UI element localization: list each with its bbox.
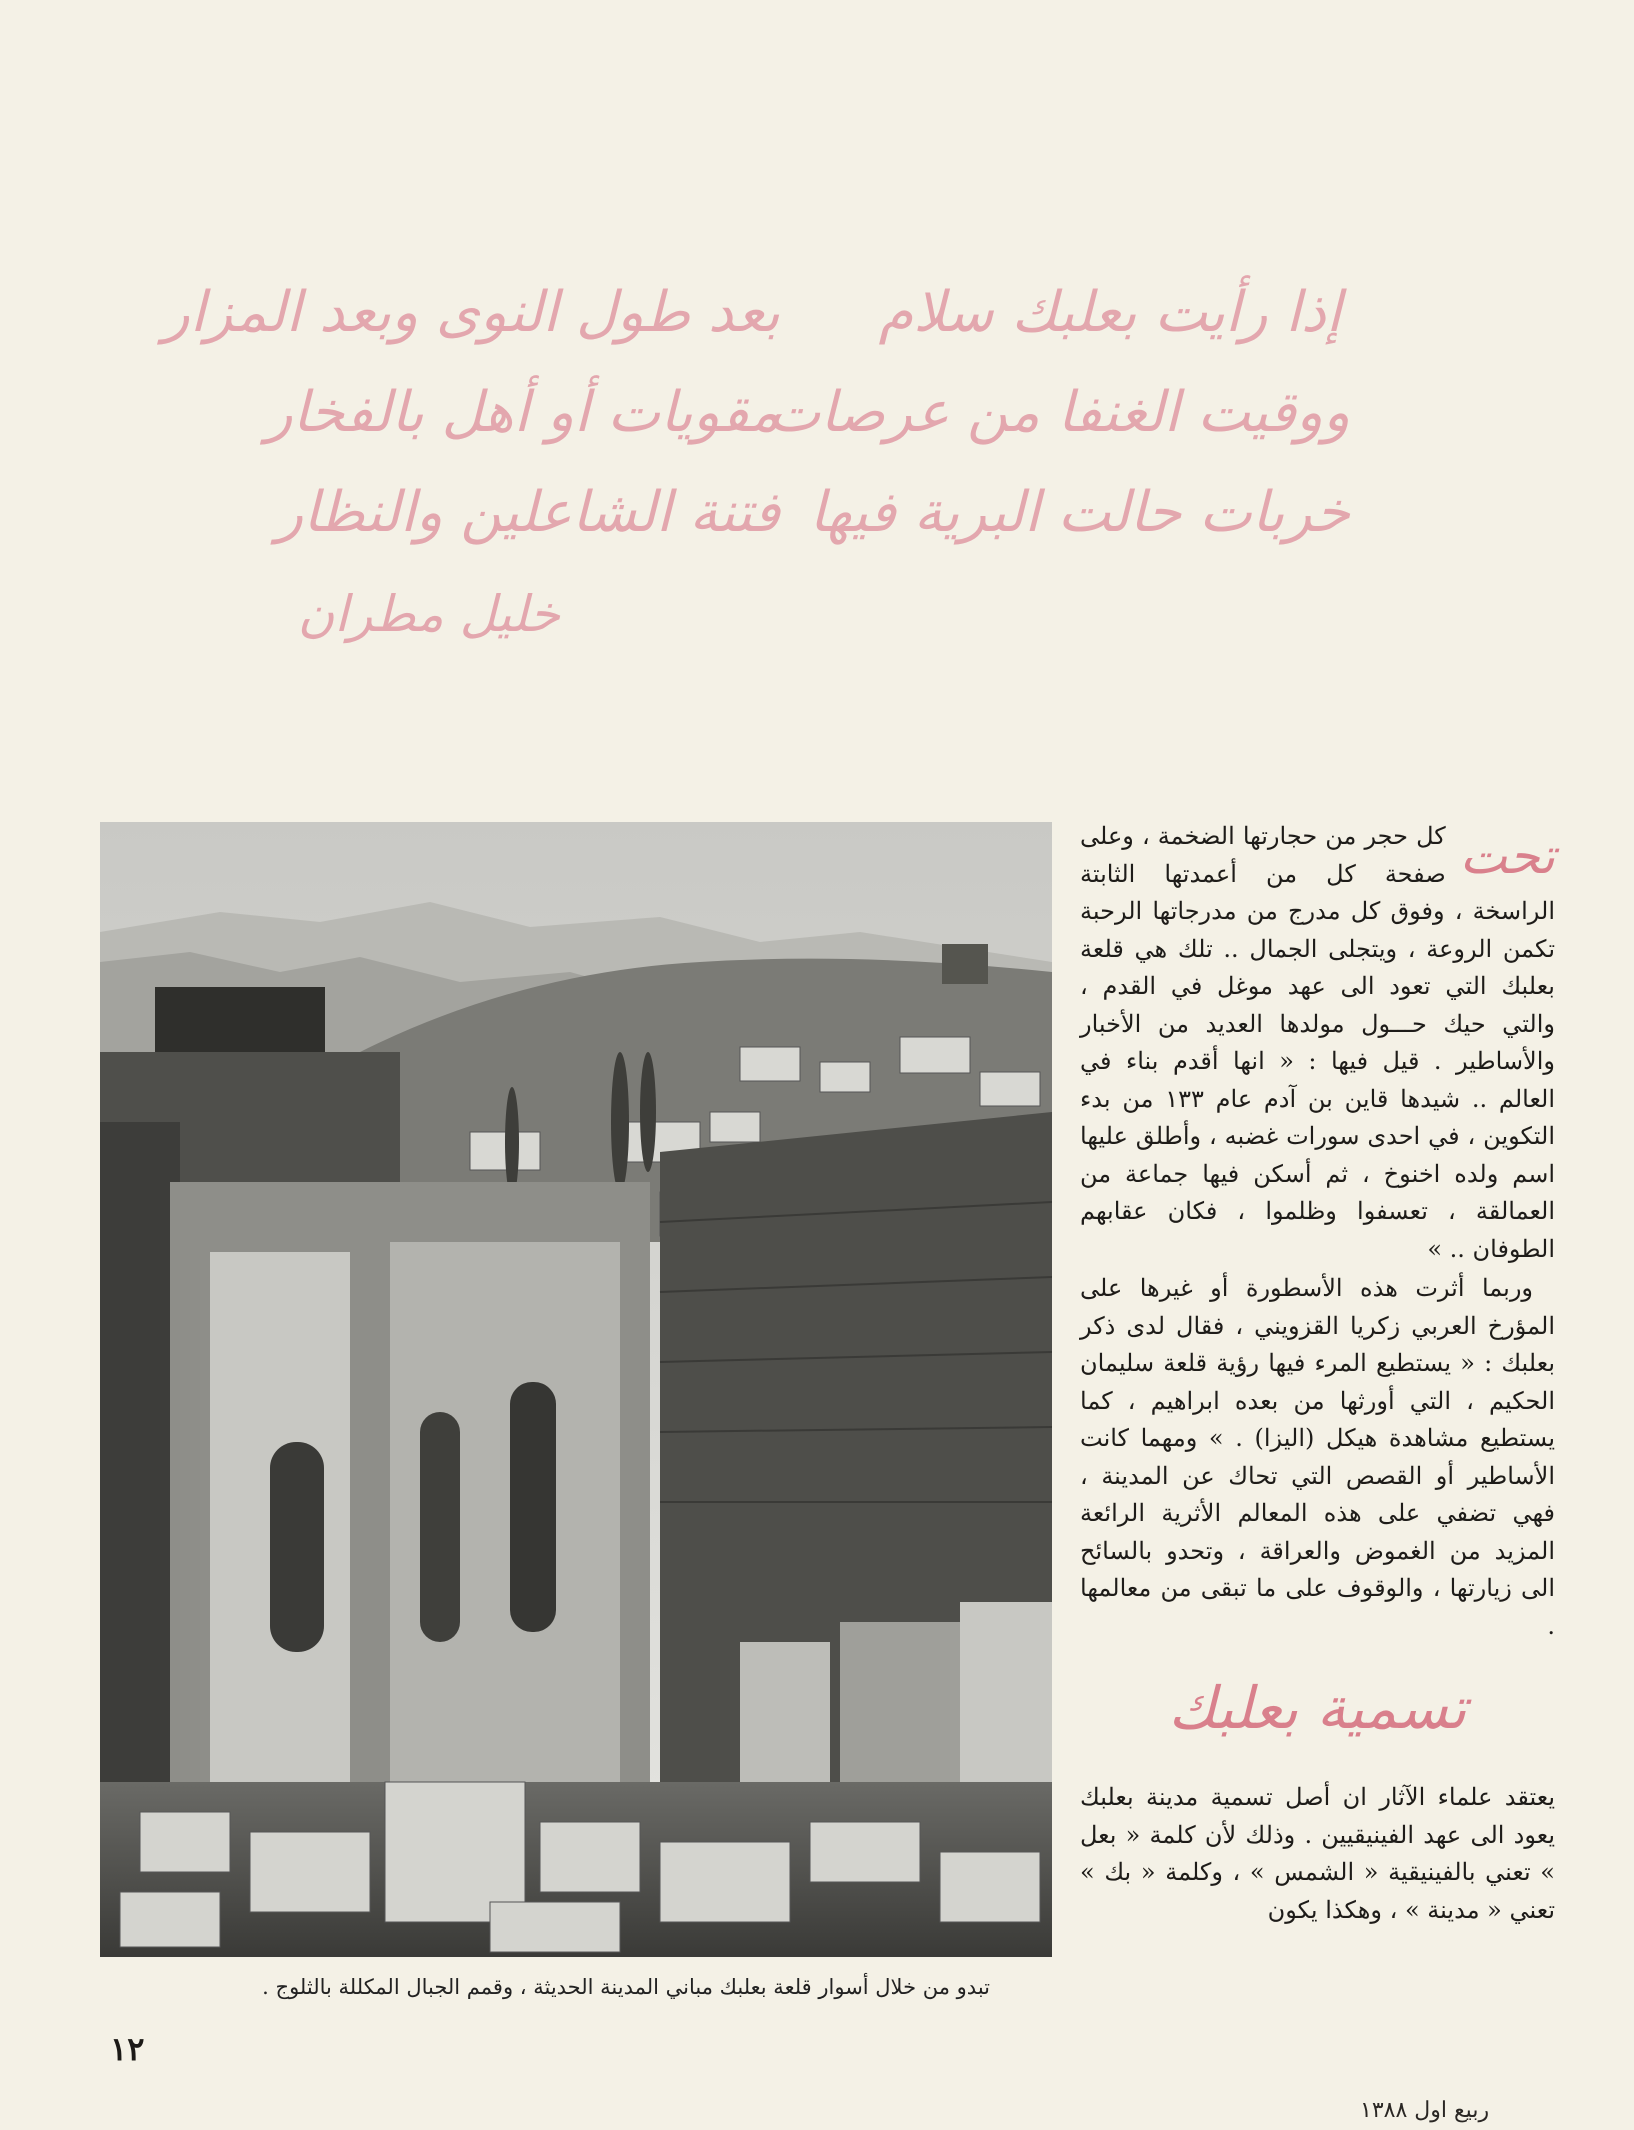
poem-line-left-2: مقويات أو أهل بالفخار (265, 380, 780, 445)
hilltop-tower (942, 944, 988, 984)
poem-line-left-3: فتنة الشاعلين والنظار (276, 480, 780, 545)
niche-3 (510, 1382, 556, 1632)
niche-1 (270, 1442, 324, 1652)
photo-illustration (100, 822, 1052, 1957)
article-column (1080, 818, 1555, 1929)
poem-line-right-1: إذا رأيت بعلبك سلام (878, 280, 1342, 345)
poem-author: خليل مطران (297, 585, 560, 643)
baalbek-ruins-photo (100, 822, 1052, 1957)
poem-line-right-2: ووقيت الغنفا من عرصات (767, 380, 1350, 445)
poem-line-left-1: بعد طول النوى وبعد المزار (162, 280, 780, 345)
top-blocks (155, 987, 325, 1057)
article-paragraph-3: يعتقد علماء الآثار ان أصل تسمية مدينة بعلبك يعود الى عهد الفينيقيين . وذلك لأن كلمة « بعل » تعني بالفينيقية « الشمس » ، وكلمة « بك » تعني « مدينة » ، وهكذا يكون (1080, 1783, 1555, 1924)
page-number: ١٢ (110, 2030, 145, 2068)
drop-word: تحت (1459, 827, 1555, 885)
niche-2 (420, 1412, 460, 1642)
issue-date: ربيع اول ١٣٨٨ (1360, 2098, 1490, 2123)
poem-block (162, 280, 1350, 655)
article-paragraph-1: كل حجر من حجارتها الضخمة ، وعلى صفحة كل من أعمدتها الثابتة الراسخة ، وفوق كل مدرج من مدرجاتها الرحبة تكمن الروعة ، ويتجلى الجمال .. تلك هي قلعة بعلبك التي تعود الى عهد موغل في القدم ، والتي حيك حـــول مولدها العديد من الأخبار والأساطير . قيل فيها : « انها أقدم بناء في العالم .. شيدها قاين بن آدم عام ١٣٣ من بدء التكوين ، في احدى سورات غضبه ، وأطلق عليها اسم ولده اخنوخ ، ثم أسكن فيها جماعة من العمالقة ، تعسفوا وظلموا ، فكان عقابهم الطوفان .. » (1080, 822, 1556, 1263)
article-paragraph-2: وربما أثرت هذه الأسطورة أو غيرها على المؤرخ العربي زكريا القزويني ، فقال لدى ذكر بعلبك : « يستطيع المرء فيها رؤية قلعة سليمان الحكيم ، التي أورثها من بعده ابراهيم ، كما يستطيع مشاهدة هيكل (اليزا) . » ومهما كانت الأساطير أو القصص التي تحاك عن المدينة ، فهي تضفي على هذه المعالم الأثرية الرائعة المزيد من الغموض والعراقة ، وتحدو بالسائح الى زيارتها ، والوقوف على ما تبقى من معالمها . (1080, 1274, 1555, 1640)
left-wall-shadow (100, 1122, 180, 1842)
poem-line-right-3: خربات حالت البرية فيها (809, 480, 1350, 545)
photo-caption: تبدو من خلال أسوار قلعة بعلبك مباني المدينة الحديثة ، وقمم الجبال المكللة بالثلوج . (262, 1975, 990, 1999)
section-heading: تسمية بعلبك (1168, 1674, 1467, 1742)
